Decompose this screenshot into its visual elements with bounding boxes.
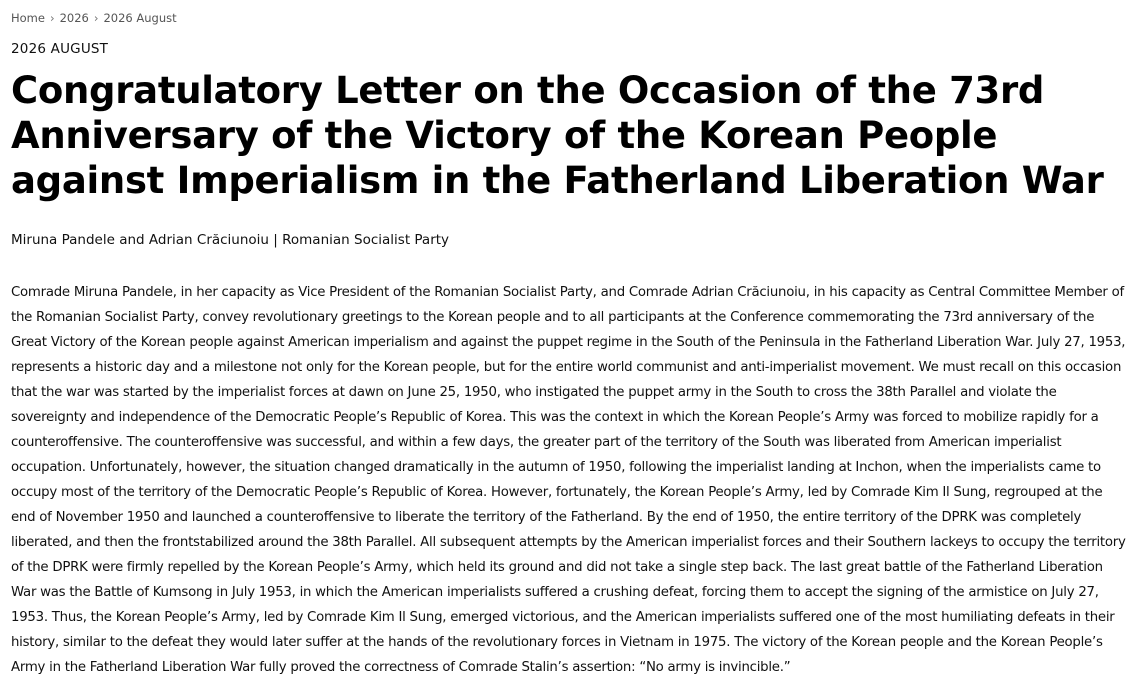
article-title: Congratulatory Letter on the Occasion of the 73rd Anniversary of the Victory of the Korean People against Imperialism in the Fatherland Liberation War	[11, 69, 1104, 202]
breadcrumb-separator: ›	[49, 11, 55, 25]
article-date: 2026 AUGUST	[11, 41, 109, 57]
article-byline: Miruna Pandele and Adrian Crăciunoiu | Romanian Socialist Party	[11, 232, 450, 248]
breadcrumb-year-link[interactable]: 2026	[59, 11, 89, 25]
breadcrumb-month-link[interactable]: 2026 August	[103, 11, 177, 25]
breadcrumb-home-link[interactable]: Home	[11, 11, 45, 25]
breadcrumb-separator: ›	[93, 11, 99, 25]
breadcrumb	[11, 11, 177, 25]
article-body-paragraph: Comrade Miruna Pandele, in her capacity as Vice President of the Romanian Socialist Party, and Comrade Adrian Crăciunoiu, in his capacity as Central Committee Member of the Romanian Socialist Party, convey revolutionary greetings to the Korean people and to all participants at the Conference commemorating the 73rd anniversary of the Great Victory of the Korean people against American imperialism and against the puppet regime in the South of the Peninsula in the Fatherland Liberation War. July 27, 1953, represents a historic day and a milestone not only for the Korean people, but for the entire world communist and anti-imperialist movement. We must recall on this occasion that the war was started by the imperialist forces at dawn on June 25, 1950, who instigated the puppet army in the South to cross the 38th Parallel and violate the sovereignty and independence of the Democratic People’s Republic of Korea. This was the context in which the Korean People’s Army was forced to mobilize rapidly for a counteroffensive. The counteroffensive was successful, and within a few days, the greater part of the territory of the South was liberated from American imperialist occupation. Unfortunately, however, the situation changed dramatically in the autumn of 1950, following the imperialist landing at Inchon, when the imperialists came to occupy most of the territory of the Democratic People’s Republic of Korea. However, fortunately, the Korean People’s Army, led by Comrade Kim Il Sung, regrouped at the end of November 1950 and launched a counteroffensive to liberate the territory of the Fatherland. By the end of 1950, the entire territory of the DPRK was completely liberated, and then the frontstabilized around the 38th Parallel. All subsequent attempts by the American imperialist forces and their Southern lackeys to occupy the territory of the DPRK were firmly repelled by the Korean People’s Army, which held its ground and did not take a single step back. The last great battle of the Fatherland Liberation War was the Battle of Kumsong in July 1953, in which the American imperialists suffered a crushing defeat, forcing them to accept the signing of the armistice on July 27, 1953. Thus, the Korean People’s Army, led by Comrade Kim Il Sung, emerged victorious, and the American imperialists suffered one of the most humiliating defeats in their history, similar to the defeat they would later suffer at the hands of the revolutionary forces in Vietnam in 1975. The victory of the Korean people and the Korean People’s Army in the Fatherland Liberation War fully proved the correctness of Comrade Stalin’s assertion: “No army is invincible.”	[11, 285, 1126, 675]
